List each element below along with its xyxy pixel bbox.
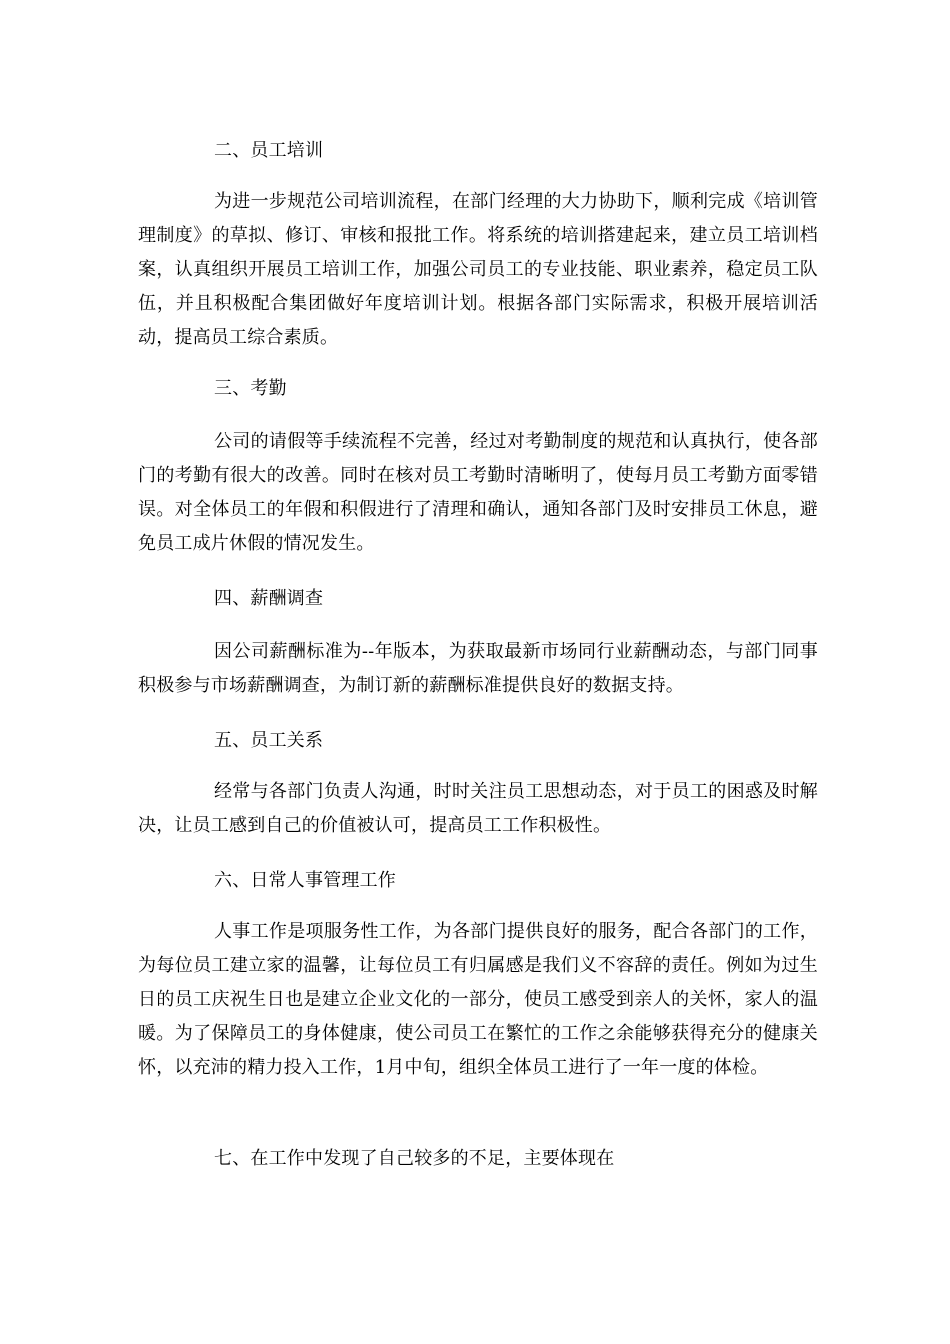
section-heading-training: 二、员工培训 [214, 140, 324, 161]
section-heading-salary-survey: 四、薪酬调查 [214, 588, 324, 609]
section-body-salary-survey: 因公司薪酬标准为--年版本，为获取最新市场同行业薪酬动态，与部门同事积极参与市场薪酬调查，为制订新的薪酬标准提供良好的数据支持。 [138, 641, 818, 696]
section-heading-shortcomings: 七、在工作中发现了自己较多的不足，主要体现在 [214, 1148, 615, 1169]
section-heading-attendance: 三、考勤 [214, 378, 287, 399]
section-body-employee-relations: 经常与各部门负责人沟通，时时关注员工思想动态，对于员工的困惑及时解决，让员工感到自己的价值被认可，提高员工工作积极性。 [138, 781, 818, 836]
section-body-attendance: 公司的请假等手续流程不完善，经过对考勤制度的规范和认真执行，使各部门的考勤有很大的改善。同时在核对员工考勤时清晰明了，使每月员工考勤方面零错误。对全体员工的年假和积假进行了清理和确认，通知各部门及时安排员工休息，避免员工成片休假的情况发生。 [138, 431, 818, 554]
section-heading-employee-relations: 五、员工关系 [214, 730, 324, 751]
section-body-daily-hr: 人事工作是项服务性工作，为各部门提供良好的服务，配合各部门的工作，为每位员工建立家的温馨，让每位员工有归属感是我们义不容辞的责任。例如为过生日的员工庆祝生日也是建立企业文化的一部分，使员工感受到亲人的关怀，家人的温暖。为了保障员工的身体健康，使公司员工在繁忙的工作之余能够获得充分的健康关怀，以充沛的精力投入工作，1月中旬，组织全体员工进行了一年一度的体检。 [138, 921, 818, 1078]
section-body-training: 为进一步规范公司培训流程，在部门经理的大力协助下，顺利完成《培训管理制度》的草拟、修订、审核和报批工作。将系统的培训搭建起来，建立员工培训档案，认真组织开展员工培训工作，加强公司员工的专业技能、职业素养，稳定员工队伍，并且积极配合集团做好年度培训计划。根据各部门实际需求，积极开展培训活动，提高员工综合素质。 [138, 191, 818, 348]
section-heading-daily-hr: 六、日常人事管理工作 [214, 870, 396, 891]
